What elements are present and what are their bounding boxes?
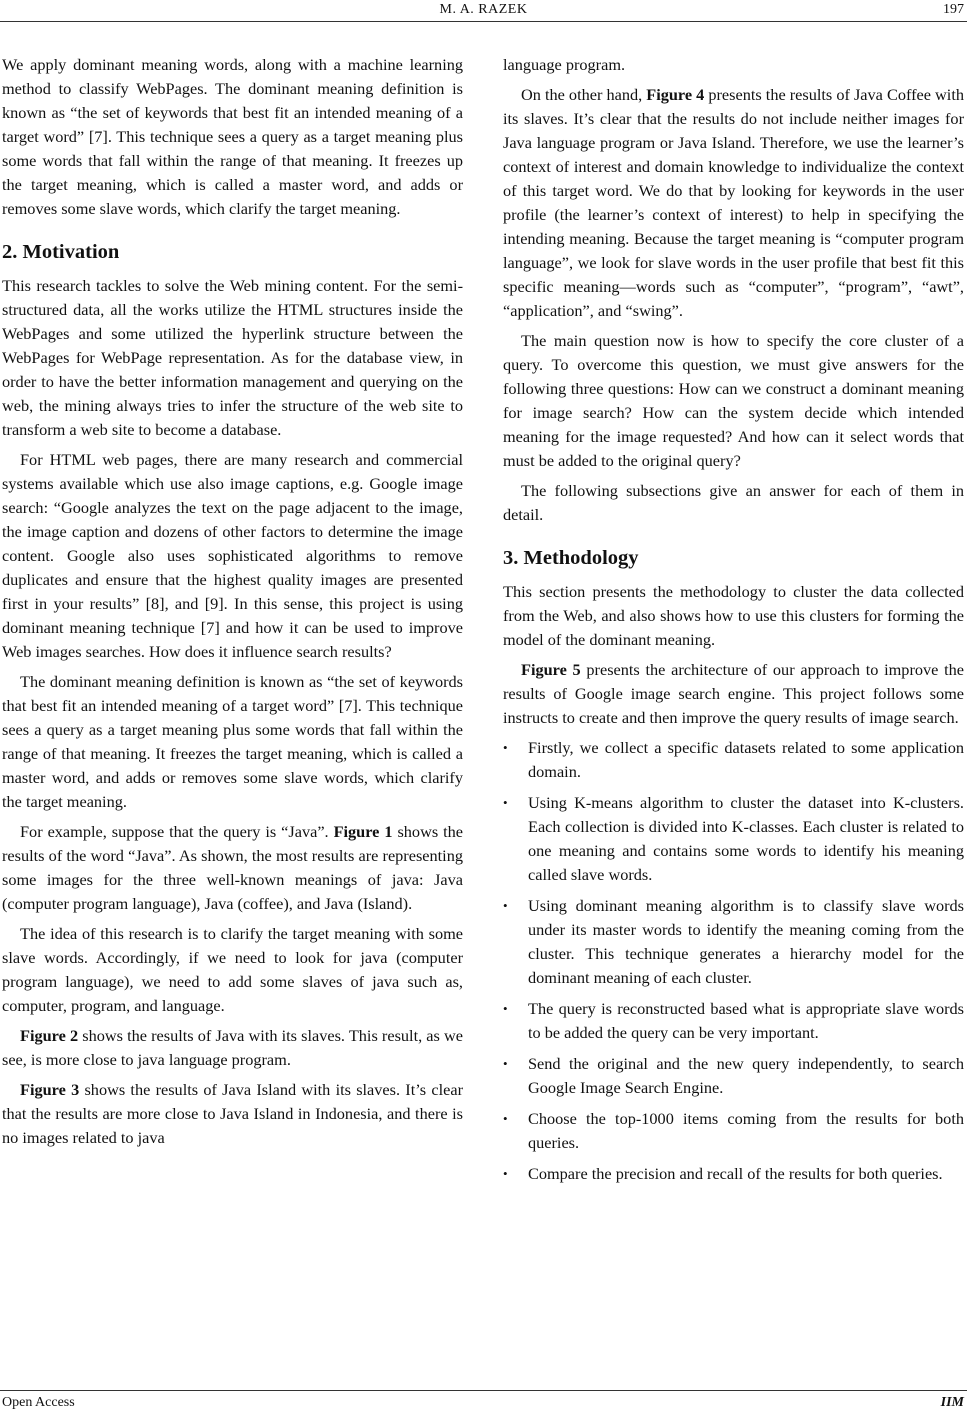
footer-rule [0,1390,967,1391]
list-item-text: Send the original and the new query independently, to search Google Image Search Engine. [528,1054,964,1097]
methodology-steps-list [503,736,964,1186]
right-column [503,53,964,1186]
paragraph-text: For example, suppose that the query is “Java”. [20,822,334,841]
paragraph-text: shows the results of the word “Java”. As shown, the most results are representing some images for the three well-known meanings of java: Java (computer program language), Java (coffee), and Java (Island). [2,822,463,913]
paragraph [503,83,964,323]
running-footer [0,1390,967,1414]
list-item-text: Firstly, we collect a specific datasets related to some application domain. [528,738,964,781]
paragraph: The main question now is how to specify the core cluster of a query. To overcome this question, we must give answers for the following three questions: How can we construct a dominant meaning for image search? How can the system decide which intended meaning for the image requested? And how can it select words that must be added to the original query? [503,331,964,470]
bullet-icon: • [503,898,508,913]
running-header [0,0,967,22]
figure-reference: Figure 5 [521,660,581,679]
figure-reference: Figure 2 [20,1026,79,1045]
header-page-number: 197 [943,2,964,17]
list-item-text: Using dominant meaning algorithm is to classify slave words under its master words to identify the meaning coming from the cluster. This technique generates a hierarchy model for the dominant meaning of each cluster. [528,896,964,987]
header-rule [0,21,967,22]
paragraph: The following subsections give an answer for each of them in detail. [503,481,964,524]
list-item [503,1107,964,1155]
paragraph [2,1078,463,1150]
list-item [503,997,964,1045]
list-item-text: Compare the precision and recall of the results for both queries. [528,1164,943,1183]
list-item [503,1052,964,1100]
left-column [2,53,463,1150]
paragraph: This section presents the methodology to cluster the data collected from the Web, and also shows how to use this clusters for forming the model of the dominant meaning. [503,582,964,649]
paragraph: language program. [503,55,626,74]
paragraph [2,820,463,916]
list-item [503,894,964,990]
figure-reference: Figure 3 [20,1080,80,1099]
list-item [503,1162,964,1186]
bullet-icon: • [503,795,508,810]
paragraph-text: shows the results of Java Island with its slaves. It’s clear that the results are more close to Java Island in Indonesia, and there is no images related to java [2,1080,463,1147]
header-author: M. A. RAZEK [439,2,528,17]
list-item-text: Using K-means algorithm to cluster the dataset into K-clusters. Each collection is divided into K-classes. Each cluster is related to one meaning and contains some words to identify his meaning called slave words. [528,793,964,884]
list-item [503,736,964,784]
paragraph-text: presents the architecture of our approach to improve the results of Google image search engine. This project follows some instructs to create and then improve the query results of image search. [503,660,964,727]
paragraph-text: presents the results of Java Coffee with its slaves. It’s clear that the results do not include neither images for Java language program or Java Island. Therefore, we use the learner’s context of interest and domain knowledge to individualize the context of this target word. We do that by looking for keywords in the user profile (the learner’s context of interest) to help in specifying the intending meaning. Because the target meaning is “computer program language”, we look for slave words in the user profile that best fit this specific meaning—words such as “computer”, “program”, “awt”, “application”, and “swing”. [503,85,964,320]
section-heading-motivation: 2. Motivation [2,241,120,263]
list-item-text: Choose the top-1000 items coming from the results for both queries. [528,1109,964,1152]
paragraph: The idea of this research is to clarify the target meaning with some slave words. Accordingly, if we need to look for java (computer program language), we need to add some slaves of java such as, computer, program, and language. [2,924,463,1015]
bullet-icon: • [503,740,508,755]
paragraph-text: On the other hand, [521,85,647,104]
footer-open-access: Open Access [2,1395,75,1410]
paragraph: The dominant meaning definition is known as “the set of keywords that best fit an intended meaning of a target word” [7]. This technique sees a query as a target meaning plus some words that fall within the range of that meaning. It freezes the target meaning, which is called a master word, and adds or removes some slave words, which clarify the target meaning. [2,672,463,811]
paragraph [2,1024,463,1072]
bullet-icon: • [503,1001,508,1016]
list-item [503,791,964,887]
paragraph: This research tackles to solve the Web mining content. For the semi-structured data, all the works utilize the HTML structures inside the WebPages and some utilized the hyperlink structure between the WebPages for WebPage representation. As for the database view, in order to have the better information management and querying on the web, the mining always tries to infer the structure of the web site to transform a web site to become a database. [2,276,463,439]
bullet-icon: • [503,1111,508,1126]
paragraph-text: shows the results of Java with its slaves. This result, as we see, is more close to java language program. [2,1026,463,1069]
paragraph [503,658,964,730]
section-heading-methodology: 3. Methodology [503,547,639,569]
figure-reference: Figure 1 [333,822,393,841]
paragraph: We apply dominant meaning words, along with a machine learning method to classify WebPages. The dominant meaning definition is known as “the set of keywords that best fit an intended meaning of a target word” [7]. This technique sees a query as a target meaning plus some words that fall within the range of that meaning. It freezes up the target meaning, which is called a master word, and adds or removes some slave words, which clarify the target meaning. [2,55,463,218]
paragraph: For HTML web pages, there are many research and commercial systems available which use also image captions, e.g. Google image search: “Google analyzes the text on the page adjacent to the image, the image caption and dozens of other factors to determine the image content. Google also uses sophisticated algorithms to remove duplicates and ensure that the highest quality images are presented first in your results” [8], and [9]. In this sense, this project is using dominant meaning technique [7] and how it can be used to improve Web images searches. How does it influence search results? [2,450,463,661]
list-item-text: The query is reconstructed based what is appropriate slave words to be added the query can be very important. [528,999,964,1042]
bullet-icon: • [503,1166,508,1181]
figure-reference: Figure 4 [646,85,705,104]
footer-journal: IIM [940,1395,964,1410]
bullet-icon: • [503,1056,508,1071]
